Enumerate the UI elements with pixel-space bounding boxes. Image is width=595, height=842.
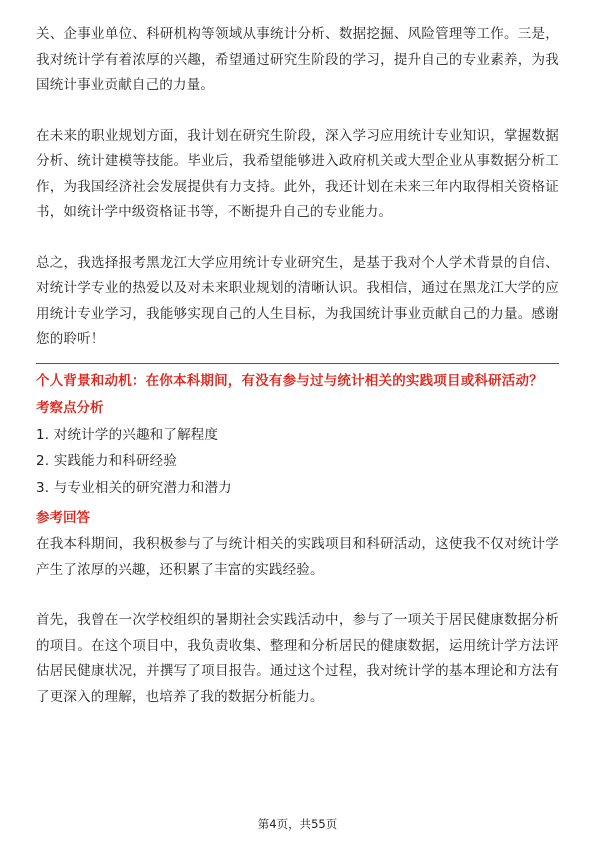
- analysis-item-2: 2. 实践能力和科研经验: [36, 453, 178, 469]
- analysis-item-1: 1. 对统计学的兴趣和了解程度: [36, 426, 219, 443]
- analysis-item-3: 3. 与专业相关的研究潜力和潜力: [36, 479, 232, 496]
- answer-paragraph-1: 在我本科期间，我积极参与了与统计相关的实践项目和科研活动，这使我不仅对统计学产生了浓厚的兴趣，还积累了丰富的实践经验。: [36, 536, 559, 578]
- answer-heading: 参考回答: [36, 510, 90, 526]
- section-divider: [36, 363, 559, 364]
- body-paragraph-3: 总之，我选择报考黑龙江大学应用统计专业研究生，是基于我对个人学术背景的自信、对统计学专业的热爱以及对未来职业规划的清晰认识。我相信，通过在黑龙江大学的应用统计专业学习，我能够实现自己的人生目标，为我国统计事业贡献自己的力量。感谢您的聆听！: [36, 254, 559, 347]
- question-title: 个人背景和动机：在你本科期间，有没有参与过与统计相关的实践项目或科研活动？: [36, 372, 543, 389]
- document-page: [36, 22, 559, 710]
- body-paragraph-1: 关、企事业单位、科研机构等领域从事统计分析、数据挖掘、风险管理等工作。三是，我对统计学有着浓厚的兴趣，希望通过研究生阶段的学习，提升自己的专业素养，为我国统计事业贡献自己的力量。: [36, 26, 559, 93]
- answer-paragraph-2: 首先，我曾在一次学校组织的暑期社会实践活动中，参与了一项关于居民健康数据分析的项目。在这个项目中，我负责收集、整理和分析居民的健康数据，运用统计学方法评估居民健康状况，并撰写了项目报告。通过这个过程，我对统计学的基本理论和方法有了更深入的理解，也培养了我的数据分析能力。: [36, 612, 559, 705]
- analysis-heading: 考察点分析: [36, 399, 104, 416]
- page-number: 第4页，共55页: [257, 817, 338, 831]
- analysis-list: [36, 422, 559, 502]
- body-paragraph-2: 在未来的职业规划方面，我计划在研究生阶段，深入学习应用统计专业知识，掌握数据分析、统计建模等技能。毕业后，我希望能够进入政府机关或大型企业从事数据分析工作，为我国经济社会发展提供有力支持。此外，我还计划在未来三年内取得相关资格证书，如统计学中级资格证书等，不断提升自己的专业能力。: [36, 127, 559, 220]
